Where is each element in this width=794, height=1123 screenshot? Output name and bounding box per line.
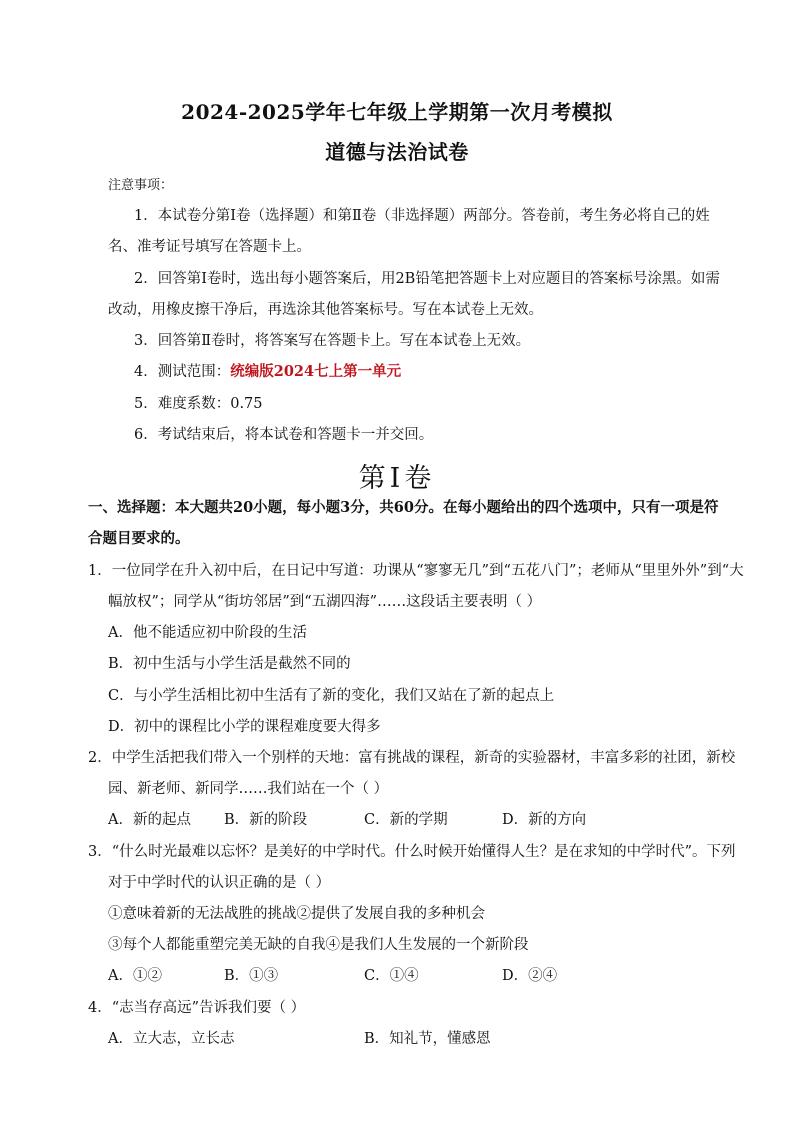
notice-item-4 xyxy=(134,362,401,382)
test-range-highlight: 统编版2024七上第一单元 xyxy=(230,363,402,380)
notice-item-1-line-2: 名、准考证号填写在答题卡上。 xyxy=(108,239,311,255)
notice-item-2-line-1: 2．回答第Ⅰ卷时，选出每小题答案后，用2B铅笔把答题卡上对应题目的答案标号涂黑。如需 xyxy=(134,271,720,287)
notice-item-1-line-1: 1．本试卷分第Ⅰ卷（选择题）和第Ⅱ卷（非选择题）两部分。答卷前，考生务必将自己的姓 xyxy=(134,208,710,224)
question-4-option-b[interactable]: B．知礼节，懂感恩 xyxy=(364,1031,491,1047)
question-2-option-c[interactable]: C．新的学期 xyxy=(364,812,448,828)
question-2-line-2: 园、新老师、新同学……我们站在一个（ ） xyxy=(108,781,389,797)
question-3-option-a[interactable]: A．①② xyxy=(108,968,162,984)
question-3-line-1: 3．“什么时光最难以忘怀？是美好的中学时代。什么时候开始懂得人生？是在求知的中学时代”。下列 xyxy=(88,844,736,860)
question-1-line-1: 1．一位同学在升入初中后，在日记中写道：功课从“寥寥无几”到“五花八门”；老师从“里里外外”到“大 xyxy=(88,563,744,579)
question-1-option-d[interactable]: D．初中的课程比小学的课程难度要大得多 xyxy=(108,719,381,735)
notice-item-4-prefix: 4．测试范围： xyxy=(134,364,231,380)
question-4-line-1: 4．“志当存高远”告诉我们要（ ） xyxy=(88,1000,306,1016)
section-1-heading-line-2: 合题目要求的。 xyxy=(88,530,190,547)
question-1-option-b[interactable]: B．初中生活与小学生活是截然不同的 xyxy=(108,656,351,672)
question-4-option-a[interactable]: A．立大志，立长志 xyxy=(108,1031,235,1047)
exam-title: 2024-2025学年七年级上学期第一次月考模拟 xyxy=(181,100,613,124)
question-3-statements-1: ①意味着新的无法战胜的挑战②提供了发展自我的多种机会 xyxy=(108,906,485,922)
notice-item-2-line-2: 改动，用橡皮擦干净后，再选涂其他答案标号。写在本试卷上无效。 xyxy=(108,302,543,318)
notice-item-6: 6．考试结束后，将本试卷和答题卡一并交回。 xyxy=(134,427,434,443)
exam-subject-title: 道德与法治试卷 xyxy=(325,140,469,164)
notice-heading: 注意事项： xyxy=(108,178,174,193)
notice-item-3: 3．回答第Ⅱ卷时，将答案写在答题卡上。写在本试卷上无效。 xyxy=(134,333,531,349)
question-3-option-b[interactable]: B．①③ xyxy=(224,968,279,984)
notice-item-5: 5．难度系数：0.75 xyxy=(134,396,263,412)
question-2-line-1: 2．中学生活把我们带入一个别样的天地：富有挑战的课程，新奇的实验器材，丰富多彩的社团，新校 xyxy=(88,750,736,766)
question-1-option-a[interactable]: A．他不能适应初中阶段的生活 xyxy=(108,625,307,641)
question-3-line-2: 对于中学时代的认识正确的是（ ） xyxy=(108,875,331,891)
question-3-option-d[interactable]: D．②④ xyxy=(502,968,558,984)
section-1-heading-line-1: 一、选择题：本大题共20小题，每小题3分，共60分。在每小题给出的四个选项中，只有一项是符 xyxy=(88,499,719,516)
question-1-line-2: 幅放权”；同学从“街坊邻居”到“五湖四海”……这段话主要表明（ ） xyxy=(108,594,542,610)
question-3-statements-2: ③每个人都能重塑完美无缺的自我④是我们人生发展的一个新阶段 xyxy=(108,937,529,953)
question-2-option-a[interactable]: A．新的起点 xyxy=(108,812,191,828)
question-2-option-b[interactable]: B．新的阶段 xyxy=(224,812,308,828)
question-2-option-d[interactable]: D．新的方向 xyxy=(502,812,587,828)
question-3-option-c[interactable]: C．①④ xyxy=(364,968,419,984)
volume-title: 第Ⅰ卷 xyxy=(358,463,436,494)
question-1-option-c[interactable]: C．与小学生活相比初中生活有了新的变化，我们又站在了新的起点上 xyxy=(108,688,555,704)
